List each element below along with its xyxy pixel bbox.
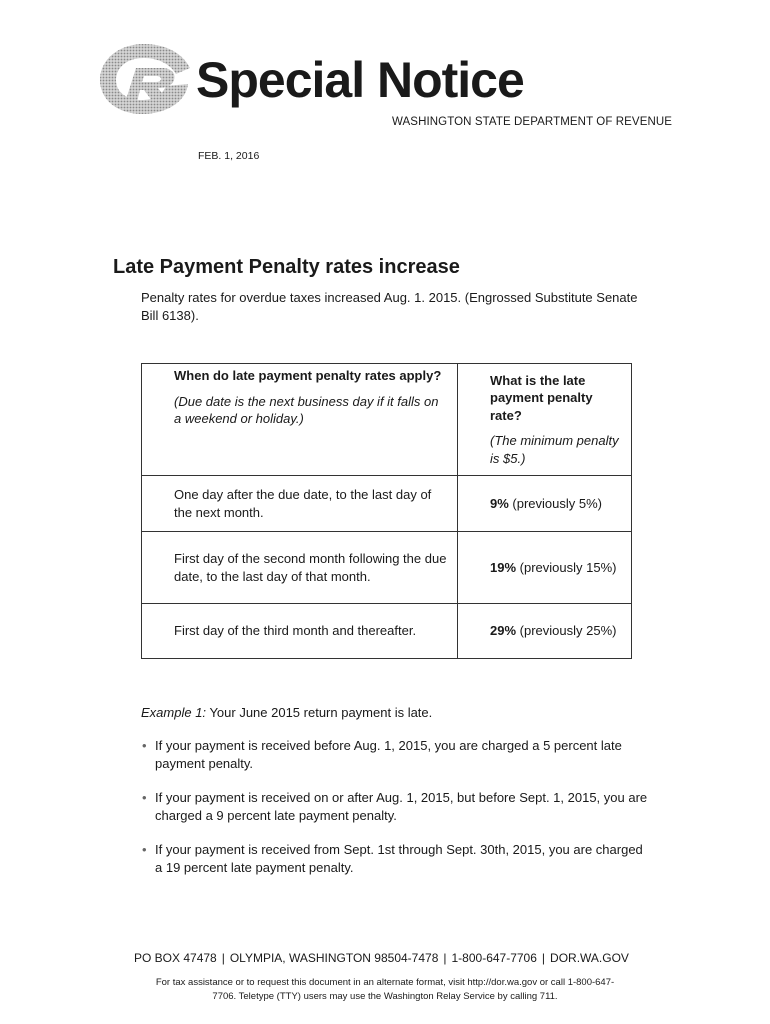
department-name: WASHINGTON STATE DEPARTMENT OF REVENUE xyxy=(392,116,673,128)
list-item: • If your payment is received from Sept. 1st through Sept. 30th, 2015, you are charged a 19 percent late payment penalty. xyxy=(141,841,651,876)
previous-rate: (previously 25%) xyxy=(519,623,617,639)
rate-value: 9% xyxy=(490,495,509,511)
rate-cell xyxy=(458,532,632,604)
footer-note: For tax assistance or to request this document in an alternate format, visit http://dor.wa.gov or call 1-800-647-7706. Teletype (TTY) users may use the Washington Relay Service by calling 711. xyxy=(155,977,615,1002)
rate-cell xyxy=(458,604,632,659)
separator: | xyxy=(221,951,225,965)
when-cell: First day of the second month following the due date, to the last day of that month. xyxy=(142,532,458,604)
rate-question: What is the late payment penalty rate? xyxy=(490,372,593,423)
previous-rate: (previously 5%) xyxy=(512,495,603,511)
po-box: PO BOX 47478 xyxy=(134,951,217,965)
notice-title: Special Notice xyxy=(196,52,524,108)
separator: | xyxy=(541,951,546,965)
rate-value: 19% xyxy=(490,559,517,575)
rate-header-cell xyxy=(458,364,632,476)
city-address: OLYMPIA, WASHINGTON 98504-7478 xyxy=(229,951,439,965)
headline: Late Payment Penalty rates increase xyxy=(113,256,460,278)
example-bullets xyxy=(141,737,651,893)
example-label: Example 1: xyxy=(141,705,207,720)
intro-paragraph: Penalty rates for overdue taxes increased Aug. 1. 2015. (Engrossed Substitute Senate Bill 6138). xyxy=(141,290,638,323)
when-header-cell xyxy=(142,364,458,476)
separator: | xyxy=(443,951,447,965)
list-item: • If your payment is received before Aug. 1, 2015, you are charged a 5 percent late payment penalty. xyxy=(141,737,651,772)
list-item: • If your payment is received on or after Aug. 1, 2015, but before Sept. 1, 2015, you are charged a 9 percent late payment penalty. xyxy=(141,789,651,824)
rate-cell xyxy=(458,476,632,532)
table-row xyxy=(142,532,632,604)
previous-rate: (previously 15%) xyxy=(519,559,617,575)
table-row xyxy=(142,476,632,532)
when-question: When do late payment penalty rates apply? xyxy=(174,368,442,383)
notice-date: FEB. 1, 2016 xyxy=(198,150,260,162)
when-cell: First day of the third month and thereafter. xyxy=(142,604,458,659)
penalty-rates-table xyxy=(141,363,632,659)
when-cell: One day after the due date, to the last day of the next month. xyxy=(142,476,458,532)
example-line xyxy=(141,705,432,720)
minimum-penalty-note: (The minimum penalty is $5.) xyxy=(490,433,619,466)
dor-r-logo-icon xyxy=(96,40,192,118)
table-row xyxy=(142,604,632,659)
phone-number[interactable]: 1-800-647-7706 xyxy=(451,951,537,965)
website-link[interactable]: DOR.WA.GOV xyxy=(550,951,629,965)
rate-value: 29% xyxy=(490,623,517,639)
table-header-row xyxy=(142,364,632,476)
due-date-note: (Due date is the next business day if it falls on a weekend or holiday.) xyxy=(174,393,439,426)
contact-line xyxy=(134,951,629,965)
example-text: Your June 2015 return payment is late. xyxy=(209,705,433,720)
